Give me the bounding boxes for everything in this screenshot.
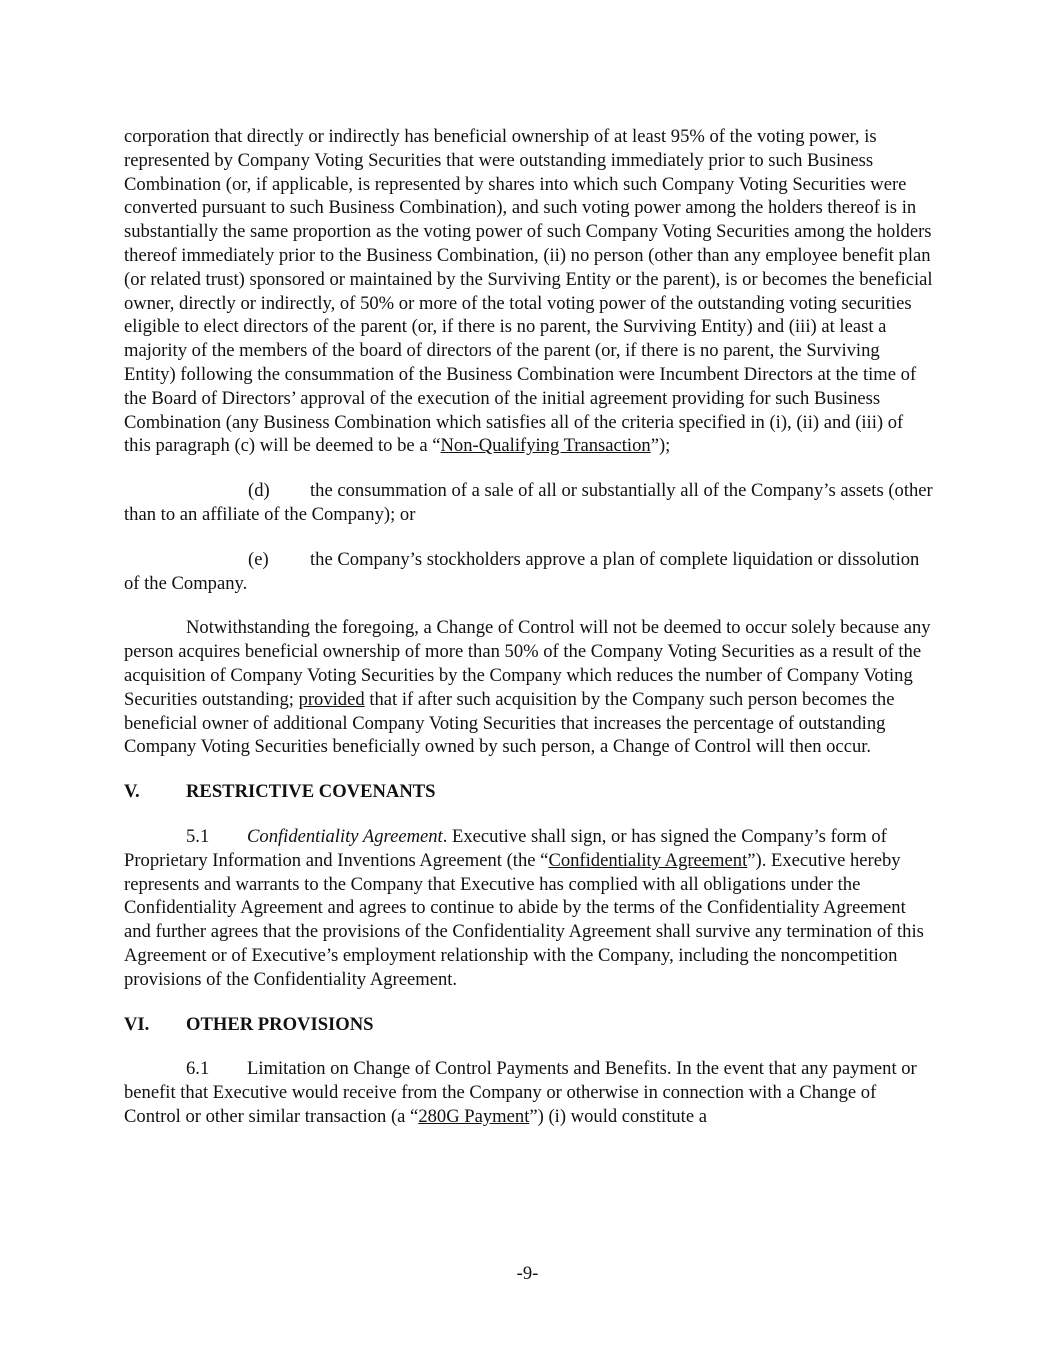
paragraph-text: corporation that directly or indirectly has beneficial ownership of at least 95% of the voting power, is represented by Company Voting Securities that were outstanding immediately prior to such Business Combination (or, if applicable, is represented by shares into which such Company Voting Securities were converted pursuant to such Business Combination), and such voting power among the holders thereof is in substantially the same proportion as the voting power of such Company Voting Securities among the holders thereof immediately prior to the Business Combination, (ii) no person (other than any employee benefit plan (or related trust) sponsored or maintained by the Surviving Entity or the parent), is or becomes the beneficial owner, directly or indirectly, of 50% or more of the total voting power of the outstanding voting securities eligible to elect directors of the parent (or, if there is no parent, the Surviving Entity) and (iii) at least a majority of the members of the board of directors of the parent (or, if there is no parent, the Surviving Entity) following the consummation of the Business Combination were Incumbent Directors at the time of the Board of Directors’ approval of the execution of the initial agreement providing for such Business Combination (any Business Combination which satisfies all of the criteria specified in (i), (ii) and (iii) of this paragraph (c) will be deemed to be a “ (124, 126, 933, 457)
paragraph-text: that if after such acquisition by the Company such person becomes the beneficial owner of additional Company Voting Securities that increases the percentage of outstanding Company Voting Securities beneficially owned by such person, a Change of Control will then occur. (124, 688, 895, 758)
item-text: the Company’s stockholders approve a plan of complete liquidation or dissolution of the Company. (124, 548, 920, 594)
page-number: -9- (516, 1263, 539, 1284)
paragraph-text: Limitation on Change of Control Payments and Benefits. In the event that any payment or benefit that Executive would receive from the Company or otherwise in connection with a Change of Control or other similar transaction (a “ (124, 1058, 917, 1127)
item-e (124, 548, 934, 596)
section-heading-v (124, 780, 934, 804)
item-d (124, 479, 934, 527)
document-page (124, 125, 934, 1129)
section-title: RESTRICTIVE COVENANTS (186, 781, 436, 803)
defined-term-confidentiality-agreement: Confidentiality Agreement (548, 849, 748, 871)
paragraph-text: ”). Executive hereby represents and warrants to the Company that Executive has complied with all obligations under the Confidentiality Agreement and agrees to continue to abide by the terms of the Confidentiality Agreement and further agrees that the provisions of the Confidentiality Agreement shall survive any termination of this Agreement or of Executive’s employment relationship with the Company, including the noncompetition provisions of the Confidentiality Agreement. (124, 849, 924, 990)
section-heading-vi (124, 1013, 934, 1037)
section-number: V. (124, 781, 140, 803)
section-number: VI. (124, 1013, 150, 1035)
item-label: (e) (248, 548, 269, 570)
underlined-provided: provided (298, 688, 365, 710)
section-title: Confidentiality Agreement (247, 825, 443, 847)
section-6-1 (124, 1057, 934, 1128)
defined-term-non-qualifying-transaction: Non-Qualifying Transaction (440, 435, 651, 457)
defined-term-280g-payment: 280G Payment (418, 1105, 530, 1127)
paragraph-notwithstanding (124, 616, 934, 759)
paragraph-text: Notwithstanding the foregoing, a Change of Control will not be deemed to occur solely because any person acquires beneficial ownership of more than 50% of the Company Voting Securities as a result of the acquisition of Company Voting Securities by the Company which reduces the number of Company Voting Securities outstanding; (124, 617, 931, 710)
section-number: 5.1 (186, 825, 210, 847)
paragraph-text: ”) (i) would constitute a (529, 1105, 707, 1127)
paragraph-text: . Executive shall sign, or has signed the Company’s form of Proprietary Information and Inventions Agreement (the “ (124, 825, 887, 871)
item-label: (d) (248, 480, 270, 502)
section-number: 6.1 (186, 1058, 210, 1080)
section-title: OTHER PROVISIONS (186, 1013, 374, 1035)
section-5-1 (124, 825, 934, 992)
paragraph-text: ”); (650, 435, 671, 457)
item-text: the consummation of a sale of all or substantially all of the Company’s assets (other than to an affiliate of the Company); or (124, 480, 933, 525)
paragraph-c-continued (124, 125, 934, 458)
